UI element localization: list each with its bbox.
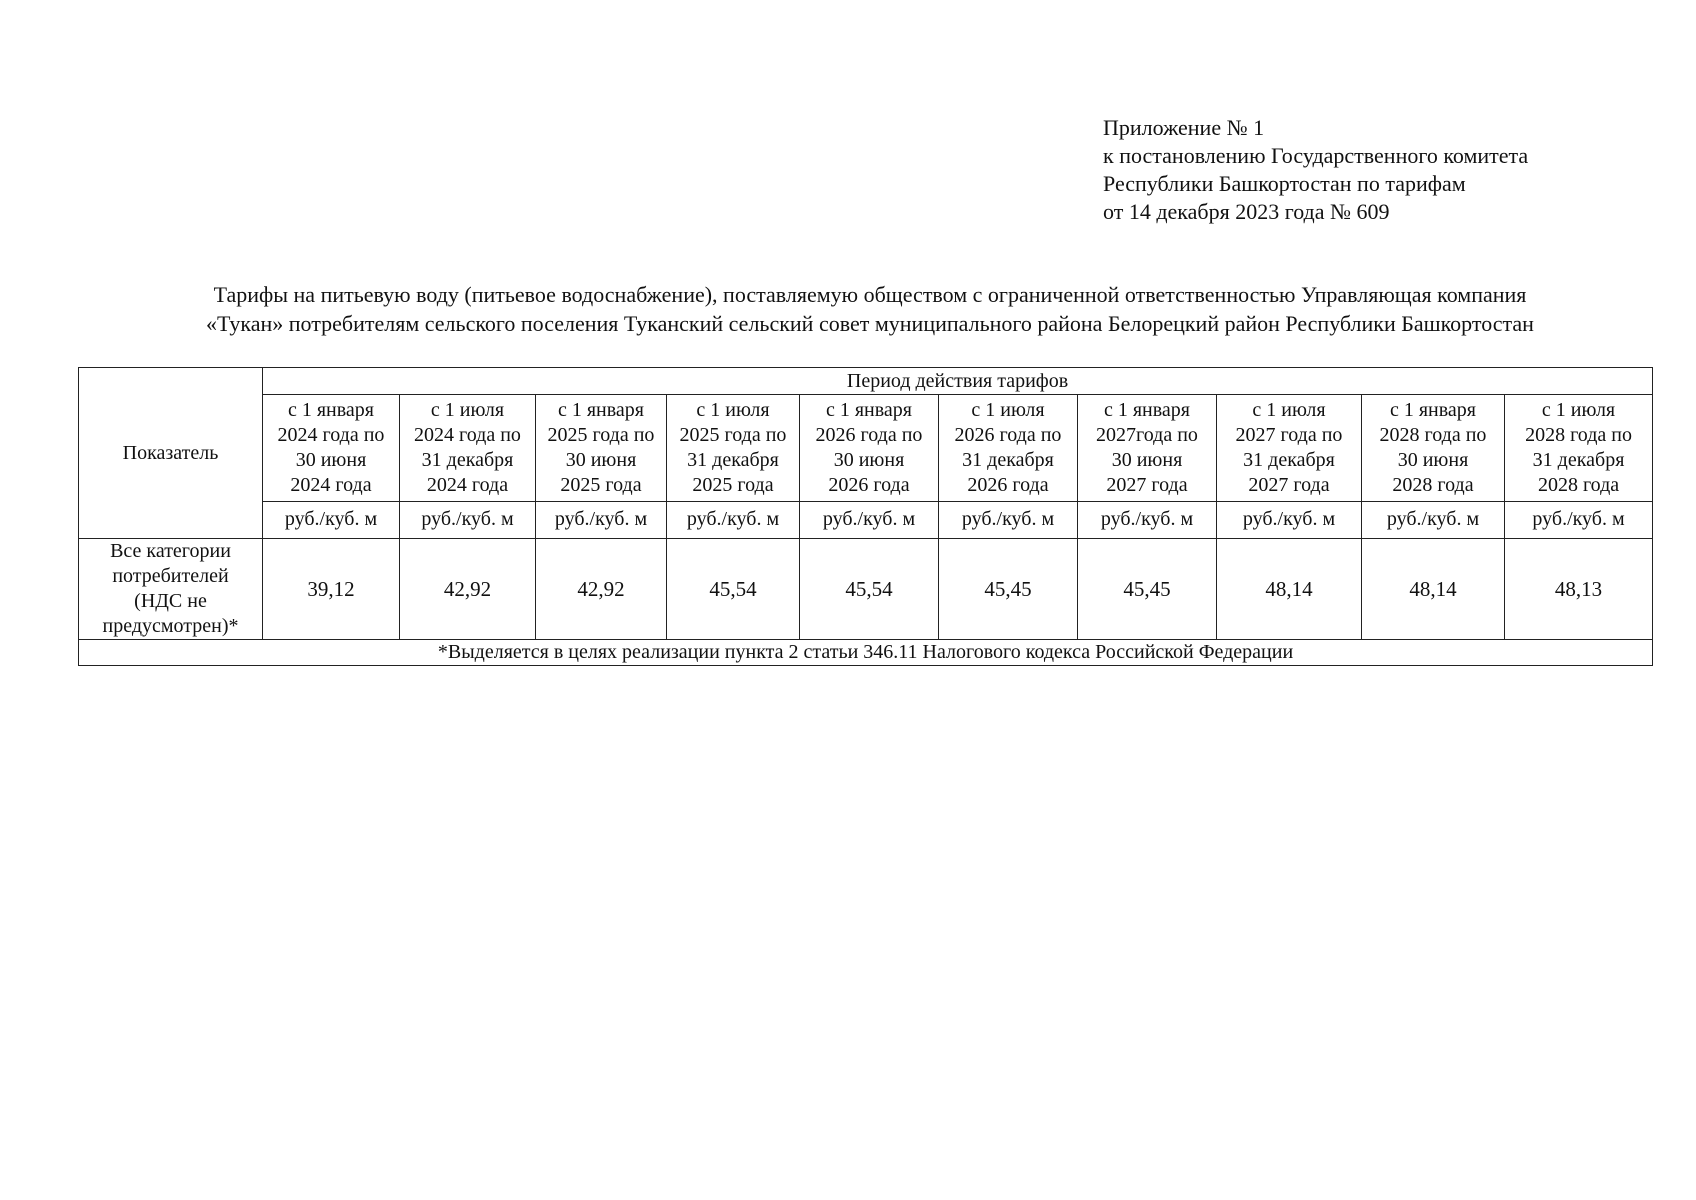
period-date-cell bbox=[800, 395, 939, 501]
period-date-cell bbox=[1505, 395, 1653, 501]
indicator-header: Показатель bbox=[79, 368, 263, 539]
date-line: 30 июня bbox=[295, 448, 367, 471]
category-line: предусмотрен)* bbox=[102, 615, 239, 637]
header-row-dates bbox=[79, 395, 1653, 501]
date-line: с 1 января bbox=[825, 398, 913, 421]
footnote-row bbox=[79, 640, 1653, 666]
period-date-cell bbox=[939, 395, 1078, 501]
date-line: 2028 года по bbox=[1525, 423, 1632, 446]
unit-cell: руб./куб. м bbox=[536, 501, 667, 538]
unit-cell: руб./куб. м bbox=[1078, 501, 1217, 538]
date-line: с 1 июля bbox=[1541, 398, 1616, 421]
date-line: с 1 июля bbox=[430, 398, 505, 421]
tariff-value: 45,54 bbox=[667, 539, 800, 640]
date-line: 2024 года bbox=[290, 473, 372, 496]
date-line: 2025 года bbox=[560, 473, 642, 496]
date-line: с 1 января bbox=[287, 398, 375, 421]
date-line: 2026 года по bbox=[954, 423, 1062, 446]
document-title bbox=[80, 280, 1660, 338]
date-line: 2026 года bbox=[828, 473, 910, 496]
date-line: 31 декабря bbox=[1532, 448, 1625, 471]
date-line: 30 июня bbox=[1111, 448, 1183, 471]
date-line: 2027 года по bbox=[1235, 423, 1343, 446]
tariff-value: 48,14 bbox=[1217, 539, 1362, 640]
period-date-cell bbox=[1217, 395, 1362, 501]
appendix-line: к постановлению Государственного комитета bbox=[1103, 143, 1529, 168]
date-line: 30 июня bbox=[565, 448, 637, 471]
tariff-value: 45,45 bbox=[939, 539, 1078, 640]
date-line: 31 декабря bbox=[1243, 448, 1335, 471]
date-line: 2026 года по bbox=[815, 423, 923, 446]
period-date-cell bbox=[667, 395, 800, 501]
category-line: (НДС не bbox=[134, 590, 207, 612]
date-line: 2025 года по bbox=[679, 423, 787, 446]
date-line: 2024 года bbox=[426, 473, 509, 496]
date-line: 31 декабря bbox=[962, 448, 1054, 471]
category-line: Все категории bbox=[110, 540, 231, 562]
unit-cell: руб./куб. м bbox=[400, 501, 536, 538]
unit-cell: руб./куб. м bbox=[800, 501, 939, 538]
date-line: с 1 января bbox=[1389, 398, 1477, 421]
unit-cell: руб./куб. м bbox=[939, 501, 1078, 538]
period-date-cell bbox=[400, 395, 536, 501]
tariff-value: 42,92 bbox=[536, 539, 667, 640]
tariff-value: 42,92 bbox=[400, 539, 536, 640]
date-line: 2028 года bbox=[1537, 473, 1620, 496]
appendix-block bbox=[1103, 114, 1528, 226]
date-line: 31 декабря bbox=[687, 448, 779, 471]
tariff-value: 39,12 bbox=[263, 539, 400, 640]
tariff-table bbox=[78, 367, 1653, 666]
category-line: потребителей bbox=[112, 565, 229, 587]
date-line: 2028 года по bbox=[1379, 423, 1487, 446]
unit-cell: руб./куб. м bbox=[1217, 501, 1362, 538]
category-cell bbox=[79, 539, 263, 640]
date-line: 2025 года bbox=[692, 473, 774, 496]
unit-cell: руб./куб. м bbox=[667, 501, 800, 538]
appendix-line: от 14 декабря 2023 года № 609 bbox=[1103, 199, 1390, 224]
period-date-cell bbox=[536, 395, 667, 501]
unit-cell: руб./куб. м bbox=[263, 501, 400, 538]
tariff-value: 48,14 bbox=[1362, 539, 1505, 640]
date-line: 2027 года bbox=[1248, 473, 1330, 496]
date-line: с 1 июля bbox=[1252, 398, 1326, 421]
appendix-line: Республики Башкортостан по тарифам bbox=[1103, 171, 1466, 196]
date-line: с 1 июля bbox=[971, 398, 1045, 421]
date-line: 2024 года по bbox=[414, 423, 521, 446]
date-line: 2028 года bbox=[1392, 473, 1474, 496]
period-date-cell bbox=[263, 395, 400, 501]
date-line: 2027 года bbox=[1106, 473, 1188, 496]
period-date-cell bbox=[1362, 395, 1505, 501]
footnote: *Выделяется в целях реализации пункта 2 статьи 346.11 Налогового кодекса Российской Федерации bbox=[79, 640, 1653, 666]
date-line: с 1 января bbox=[557, 398, 645, 421]
period-date-cell bbox=[1078, 395, 1217, 501]
header-row-period bbox=[79, 368, 1653, 395]
date-line: 2026 года bbox=[967, 473, 1049, 496]
date-line: 2027года по bbox=[1096, 423, 1198, 446]
unit-cell: руб./куб. м bbox=[1505, 501, 1653, 538]
date-line: 2024 года по bbox=[277, 423, 385, 446]
date-line: 30 июня bbox=[833, 448, 905, 471]
title-line: «Тукан» потребителям сельского поселения Туканский сельский совет муниципального района Белорецкий район Республики Башкортостан bbox=[206, 311, 1534, 336]
unit-cell: руб./куб. м bbox=[1362, 501, 1505, 538]
date-line: с 1 января bbox=[1103, 398, 1191, 421]
tariff-value: 45,45 bbox=[1078, 539, 1217, 640]
tariff-value: 45,54 bbox=[800, 539, 939, 640]
title-line: Тарифы на питьевую воду (питьевое водоснабжение), поставляемую обществом с ограниченной ответственностью Управляющая компания bbox=[213, 282, 1527, 307]
date-line: 30 июня bbox=[1397, 448, 1469, 471]
date-line: с 1 июля bbox=[696, 398, 770, 421]
header-row-units bbox=[79, 501, 1653, 538]
tariff-value: 48,13 bbox=[1505, 539, 1653, 640]
period-header: Период действия тарифов bbox=[263, 368, 1653, 395]
date-line: 2025 года по bbox=[547, 423, 655, 446]
date-line: 31 декабря bbox=[421, 448, 514, 471]
table-row bbox=[79, 539, 1653, 640]
appendix-line: Приложение № 1 bbox=[1103, 115, 1265, 140]
